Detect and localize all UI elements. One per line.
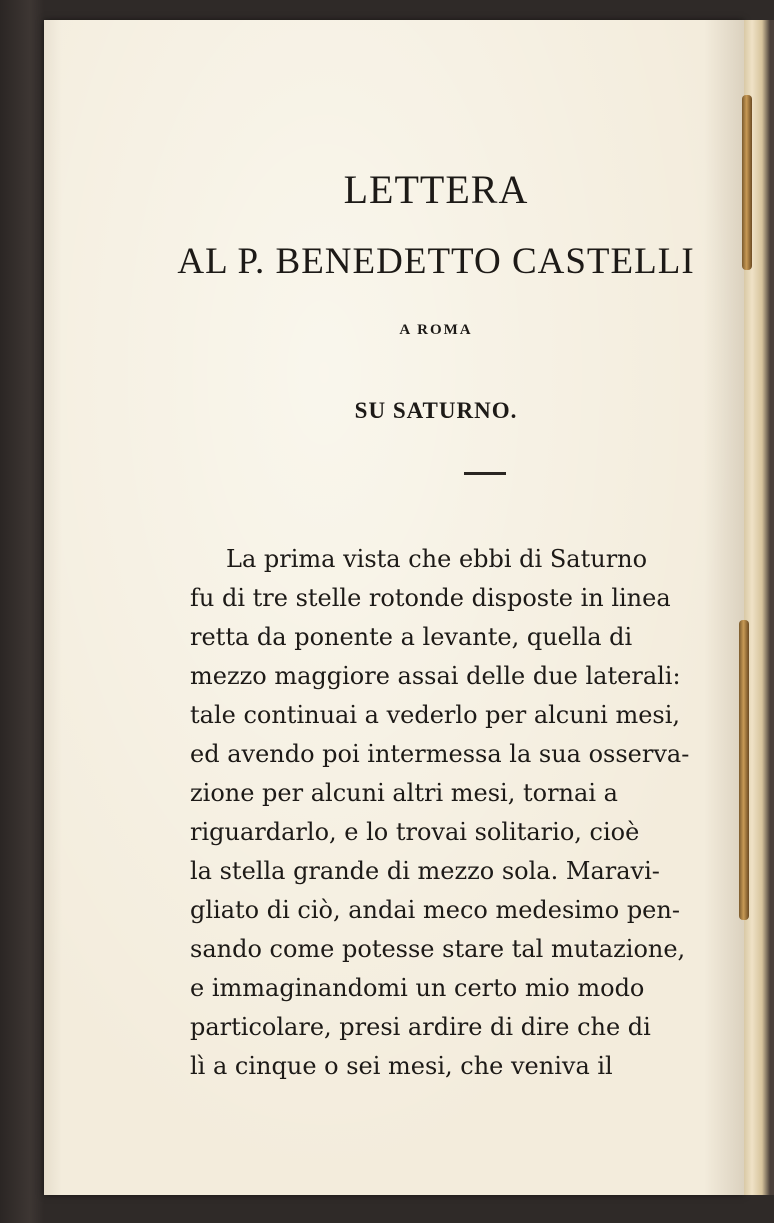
body-line: riguardarlo, e lo trovai solitario, cioè (190, 818, 640, 846)
body-line: lì a cinque o sei mesi, che veniva il (190, 1052, 613, 1080)
body-line: zione per alcuni altri mesi, tornai a (190, 779, 618, 807)
body-line: retta da ponente a levante, quella di (190, 623, 633, 651)
letter-place: A ROMA (399, 322, 473, 338)
body-line: ed avendo poi intermessa la sua osserva- (190, 740, 690, 768)
letter-heading: LETTERA (343, 167, 529, 212)
body-line: e immaginandomi un certo mio modo (190, 974, 645, 1002)
body-line: sando come potesse stare tal mutazione, (190, 935, 686, 963)
body-line: gliato di ciò, andai meco medesimo pen- (190, 896, 680, 924)
letter-recipient: AL P. BENEDETTO CASTELLI (177, 241, 695, 282)
book-page (44, 20, 744, 1195)
body-line: la stella grande di mezzo sola. Maravi- (190, 857, 660, 885)
separator-rule (464, 472, 506, 475)
body-line: mezzo maggiore assai delle due laterali: (190, 662, 681, 690)
body-line: tale continuai a vederlo per alcuni mesi, (190, 701, 681, 729)
binding-thread-top (742, 95, 752, 270)
body-line: fu di tre stelle rotonde disposte in linea (190, 584, 671, 612)
body-line: particolare, presi ardire di dire che di (190, 1013, 651, 1041)
letter-body (190, 540, 724, 1086)
binding-thread-bottom (739, 620, 749, 920)
body-line: La prima vista che ebbi di Saturno (226, 545, 648, 573)
letter-subject: SU SATURNO. (354, 398, 518, 423)
